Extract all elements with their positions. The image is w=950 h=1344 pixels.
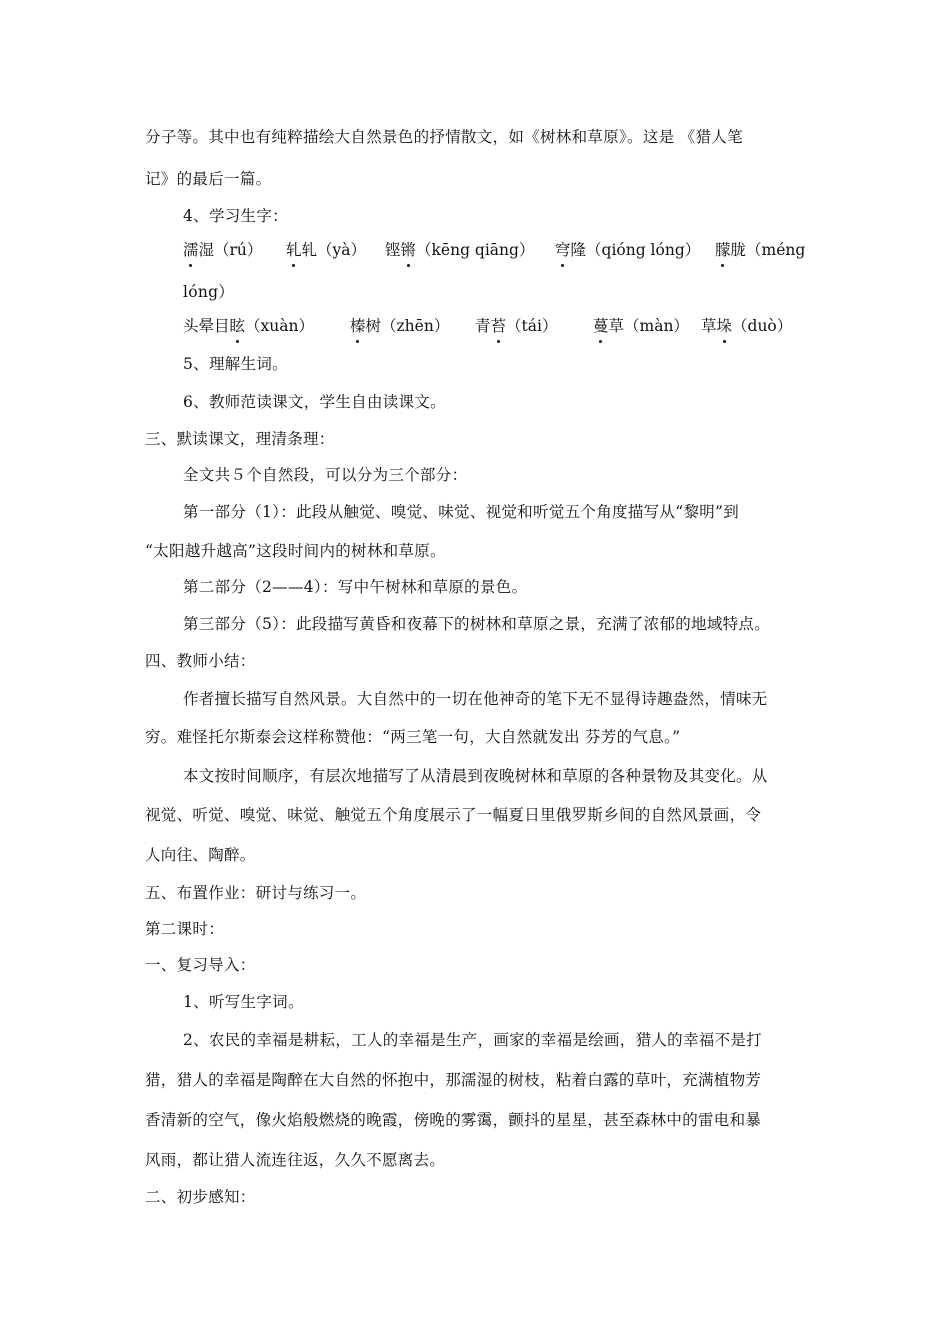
paragraph-line: 记》的最后一篇。 bbox=[145, 170, 272, 188]
paragraph-line: 作者擅长描写自然风景。大自然中的一切在他神奇的笔下无不显得诗趣盎然，情味无 bbox=[183, 690, 768, 708]
vocab-item: 铿锵（kēng qiāng） bbox=[385, 241, 535, 259]
paragraph-line: 1、听写生字词。 bbox=[183, 993, 304, 1011]
paragraph-line: 分子等。其中也有纯粹描绘大自然景色的抒情散文，如《树林和草原》。这是 《猎人笔 bbox=[145, 128, 743, 146]
paragraph-line: 本文按时间顺序，有层次地描写了从清晨到夜晚树林和草原的各种景物及其变化。从 bbox=[183, 767, 768, 785]
paragraph-line: 穷。难怪托尔斯泰会这样称赞他：“两三笔一句，大自然就发出 芬芳的气息。” bbox=[145, 728, 681, 746]
section-heading: 四、教师小结： bbox=[145, 652, 256, 670]
paragraph-line: 第一部分（1）：此段从触觉、嗅觉、味觉、视觉和听觉五个角度描写从“黎明”到 bbox=[183, 503, 740, 521]
vocab-item: 濡湿（rú） bbox=[183, 241, 263, 259]
paragraph-line: 人向往、陶醉。 bbox=[145, 846, 256, 864]
paragraph-line: “太阳越升越高”这段时间内的树林和草原。 bbox=[145, 542, 446, 560]
paragraph-line: 猎，猎人的幸福是陶醉在大自然的怀抱中，那濡湿的树枝，粘着白露的草叶，充满植物芳 bbox=[145, 1071, 762, 1089]
vocab-item: 穹隆（qióng lóng） bbox=[555, 241, 701, 259]
section-heading: 五、布置作业：研讨与练习一。 bbox=[145, 884, 367, 902]
section-item-6: 6、教师范读课文，学生自由读课文。 bbox=[183, 393, 446, 411]
vocab-item: 朦胧（méng bbox=[715, 241, 806, 259]
vocab-item: 草垛（duò） bbox=[701, 317, 793, 335]
paragraph-line: lóng） bbox=[183, 283, 235, 301]
vocab-item: 榛树（zhēn） bbox=[350, 317, 450, 335]
paragraph-line: 2、农民的幸福是耕耘，工人的幸福是生产，画家的幸福是绘画，猎人的幸福不是打 bbox=[183, 1031, 762, 1049]
section-heading: 第二课时： bbox=[145, 920, 225, 938]
vocab-item: 蔓草（màn） bbox=[593, 317, 689, 335]
section-heading: 三、默读课文，理清条理： bbox=[145, 430, 335, 448]
paragraph-line: 第二部分（2——4）：写中午树林和草原的景色。 bbox=[183, 578, 528, 596]
section-heading: 一、复习导入： bbox=[145, 956, 256, 974]
section-item-5: 5、理解生词。 bbox=[183, 355, 288, 373]
section-heading: 二、初步感知： bbox=[145, 1188, 256, 1206]
paragraph-line: 风雨，都让猎人流连往返，久久不愿离去。 bbox=[145, 1151, 446, 1169]
paragraph-line: 香清新的空气，像火焰般燃烧的晚霞，傍晚的雾霭，颤抖的星星，甚至森林中的雷电和暴 bbox=[145, 1111, 762, 1129]
vocab-item: 头晕目眩（xuàn） bbox=[183, 317, 314, 335]
section-item-4: 4、学习生字： bbox=[183, 207, 288, 225]
vocab-item: 青苔（tái） bbox=[475, 317, 558, 335]
paragraph-line: 全文共５个自然段，可以分为三个部分： bbox=[183, 466, 468, 484]
vocab-item: 轧轧（yà） bbox=[286, 241, 367, 259]
paragraph-line: 视觉、听觉、嗅觉、味觉、触觉五个角度展示了一幅夏日里俄罗斯乡间的自然风景画，令 bbox=[145, 806, 762, 824]
paragraph-line: 第三部分（5）：此段描写黄昏和夜幕下的树林和草原之景，充满了浓郁的地域特点。 bbox=[183, 615, 771, 633]
